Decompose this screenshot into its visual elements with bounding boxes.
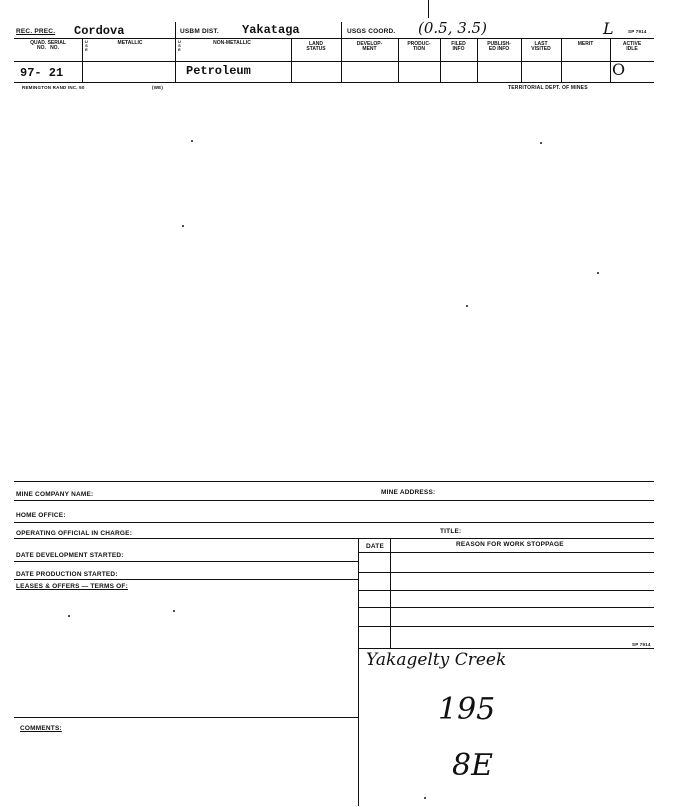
handwritten-number-2: 8E xyxy=(452,748,493,783)
rec-prec-value: Cordova xyxy=(74,24,125,38)
top-index-card xyxy=(0,0,678,100)
rule-development xyxy=(14,561,358,562)
stoppage-row-1 xyxy=(358,572,654,573)
col-filed-info: FILED INFO xyxy=(451,41,466,53)
col-production: PRODUC- TION xyxy=(407,41,431,53)
handwritten-location: Yakagelty Creek xyxy=(366,650,507,670)
rule-home-office xyxy=(14,522,654,523)
col-div-2 xyxy=(175,38,176,82)
col-quad-serial: QUAD. SERIAL NO. NO. xyxy=(30,40,66,52)
quad-serial-value: 97- 21 xyxy=(20,66,64,80)
back-top-rule xyxy=(14,481,654,482)
scan-speck xyxy=(191,140,193,142)
stoppage-date-divider xyxy=(390,538,391,648)
handwritten-number-1: 195 xyxy=(438,692,496,727)
scan-speck xyxy=(597,272,599,274)
stoppage-row-3 xyxy=(358,607,654,608)
usbm-dist-label: USBM DIST. xyxy=(180,28,219,35)
column-header-rule xyxy=(14,61,654,62)
rule-comments xyxy=(14,717,358,718)
comments-label: COMMENTS: xyxy=(20,725,62,732)
scan-speck xyxy=(68,615,70,617)
row-bottom-rule xyxy=(14,82,654,83)
col-use-1: U S E xyxy=(85,39,88,53)
printer-code: (WE) xyxy=(152,85,164,90)
stoppage-bottom-rule xyxy=(358,648,654,649)
col-published-info: PUBLISH- ED INFO xyxy=(487,41,511,53)
leases-offers-label: LEASES & OFFERS — TERMS OF: xyxy=(16,583,128,590)
col-land-status: LAND STATUS xyxy=(306,41,326,53)
col-use-2: U S E xyxy=(178,39,181,53)
col-merit: MERIT xyxy=(577,41,594,47)
rule-production xyxy=(14,579,358,580)
date-production-label: DATE PRODUCTION STARTED: xyxy=(16,571,118,578)
reason-column-header: REASON FOR WORK STOPPAGE xyxy=(456,541,564,548)
scan-speck xyxy=(182,225,184,227)
active-idle-mark: O xyxy=(612,60,626,79)
usgs-coord-value: (0.5, 3.5) xyxy=(418,19,487,37)
rule-company xyxy=(14,500,654,501)
scan-speck xyxy=(173,610,175,612)
col-div-1 xyxy=(82,38,83,82)
scan-speck xyxy=(466,305,468,307)
stoppage-row-2 xyxy=(358,590,654,591)
col-metallic: METALLIC xyxy=(117,40,143,46)
col-development: DEVELOP- MENT xyxy=(356,41,383,53)
top-edge-tick xyxy=(428,0,429,18)
mine-company-name-label: MINE COMPANY NAME: xyxy=(16,491,94,498)
rec-prec-label: REC. PREC. xyxy=(16,28,56,35)
operating-official-label: OPERATING OFFICIAL IN CHARGE: xyxy=(16,530,133,537)
col-last-visited: LAST VISITED xyxy=(531,41,551,53)
usgs-coord-label: USGS COORD. xyxy=(347,28,396,35)
stoppage-row-4 xyxy=(358,626,654,627)
title-label: TITLE: xyxy=(440,528,462,535)
territorial-dept: TERRITORIAL DEPT. OF MINES xyxy=(508,85,588,91)
corner-mark: L xyxy=(603,19,614,38)
form-number-back: SP 7914 xyxy=(632,642,651,647)
back-form xyxy=(0,470,678,807)
stoppage-header-rule xyxy=(358,552,654,553)
usbm-dist-value: Yakataga xyxy=(242,23,300,37)
form-number-top: SP 7914 xyxy=(628,29,647,34)
header-divider-1 xyxy=(175,22,176,38)
rule-official xyxy=(14,538,654,539)
mine-address-label: MINE ADDRESS: xyxy=(381,489,436,496)
home-office-label: HOME OFFICE: xyxy=(16,512,66,519)
date-development-label: DATE DEVELOPMENT STARTED: xyxy=(16,552,124,559)
col-active-idle: ACTIVE IDLE xyxy=(622,41,642,53)
date-column-header: DATE xyxy=(366,543,385,550)
header-rule xyxy=(14,38,654,39)
non-metallic-value: Petroleum xyxy=(186,64,251,78)
printer-line: REMINGTON RAND INC. 50 xyxy=(22,85,85,90)
scan-speck xyxy=(540,142,542,144)
stoppage-table-left xyxy=(358,538,359,806)
col-non-metallic: NON-METALLIC xyxy=(213,40,251,46)
header-divider-2 xyxy=(341,22,342,38)
